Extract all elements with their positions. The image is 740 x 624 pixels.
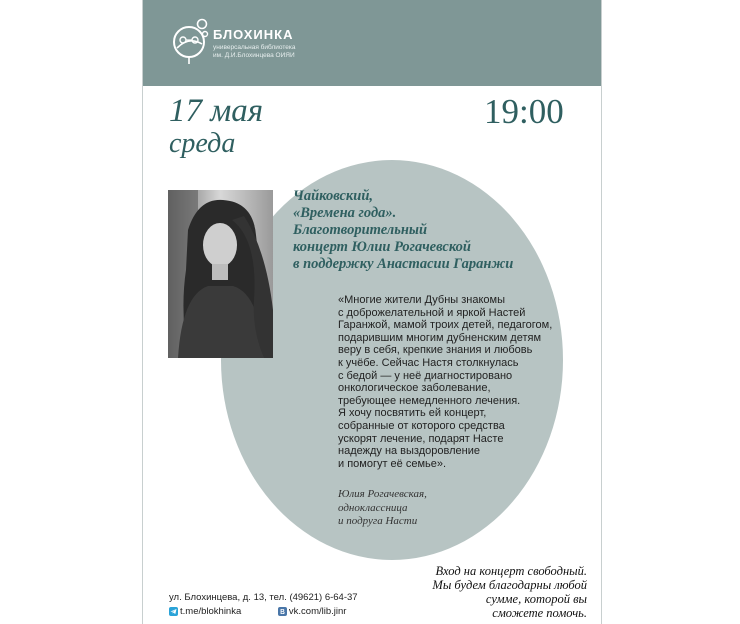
entry-line: сумме, которой вы [485,592,587,606]
quote-line: подарившим многим дубненским детям [338,331,542,344]
footer-address: ул. Блохинцева, д. 13, тел. (49621) 6-64-37 [169,592,358,603]
event-time: 19:00 [484,92,564,131]
footer-links [169,606,380,619]
quote-line: «Многие жители Дубны знакомы [338,294,506,306]
signature-line: и подруга Насти [338,515,418,527]
vk-icon [278,607,287,616]
telegram-link[interactable] [169,606,241,617]
event-title-line: в поддержку Анастасии Гаранжи [293,256,514,272]
library-logo [169,12,211,66]
quote-line: к учёбе. Сейчас Настя столкнулась [338,356,519,369]
brand-subtitle-line: универсальная библиотека [213,44,296,51]
header-bar [143,0,601,86]
event-poster [142,0,602,624]
quote-line: с бедой — у неё диагностировано [338,369,513,382]
event-weekday: среда [169,128,236,159]
quote-line: надежду на выздоровление [338,445,480,458]
entry-line: Вход на концерт свободный. [435,564,587,578]
signature-line: Юлия Рогачевская, [338,488,427,500]
event-title-line: «Времена года». [293,205,397,221]
entry-line: сможете помочь. [492,606,587,620]
quote-line: веру в себя, крепкие знания и любовь [338,344,533,357]
brand-subtitle [213,44,295,60]
entry-line: Мы будем благодарны любой [432,578,587,592]
quote-line: Я хочу посвятить ей концерт, [338,407,487,420]
vk-link-text: vk.com/lib.jinr [288,606,347,617]
quote-line: с доброжелательной и яркой Настей [338,306,526,319]
quote-signature [338,488,427,529]
brand-subtitle-line: им. Д.И.Блохинцева ОИЯИ [213,52,295,59]
event-title-line: Чайковский, [293,188,374,204]
quote-line: ускорят лечение, подарят Насте [338,432,504,445]
event-title-line: Благотворительный [293,222,428,238]
event-date: 17 мая [169,93,264,129]
entry-note [432,564,587,620]
telegram-icon [169,607,178,616]
brand-name: БЛОХИНКА [213,27,294,42]
quote-line: онкологическое заболевание, [338,382,491,395]
event-title [293,188,563,273]
quote-line: собранные от которого средства [338,419,505,432]
quote-line: и помогут её семье». [338,457,447,470]
quote-line: требующее немедленного лечения. [338,394,521,407]
event-title-line: концерт Юлии Рогачевской [293,239,471,255]
performer-photo [168,190,273,358]
quote-line: Гаранжой, мамой троих детей, педагогом, [338,319,553,332]
performer-quote [338,294,578,470]
vk-link[interactable] [278,606,347,617]
signature-line: одноклассница [338,501,408,514]
telegram-link-text: t.me/blokhinka [180,606,242,617]
